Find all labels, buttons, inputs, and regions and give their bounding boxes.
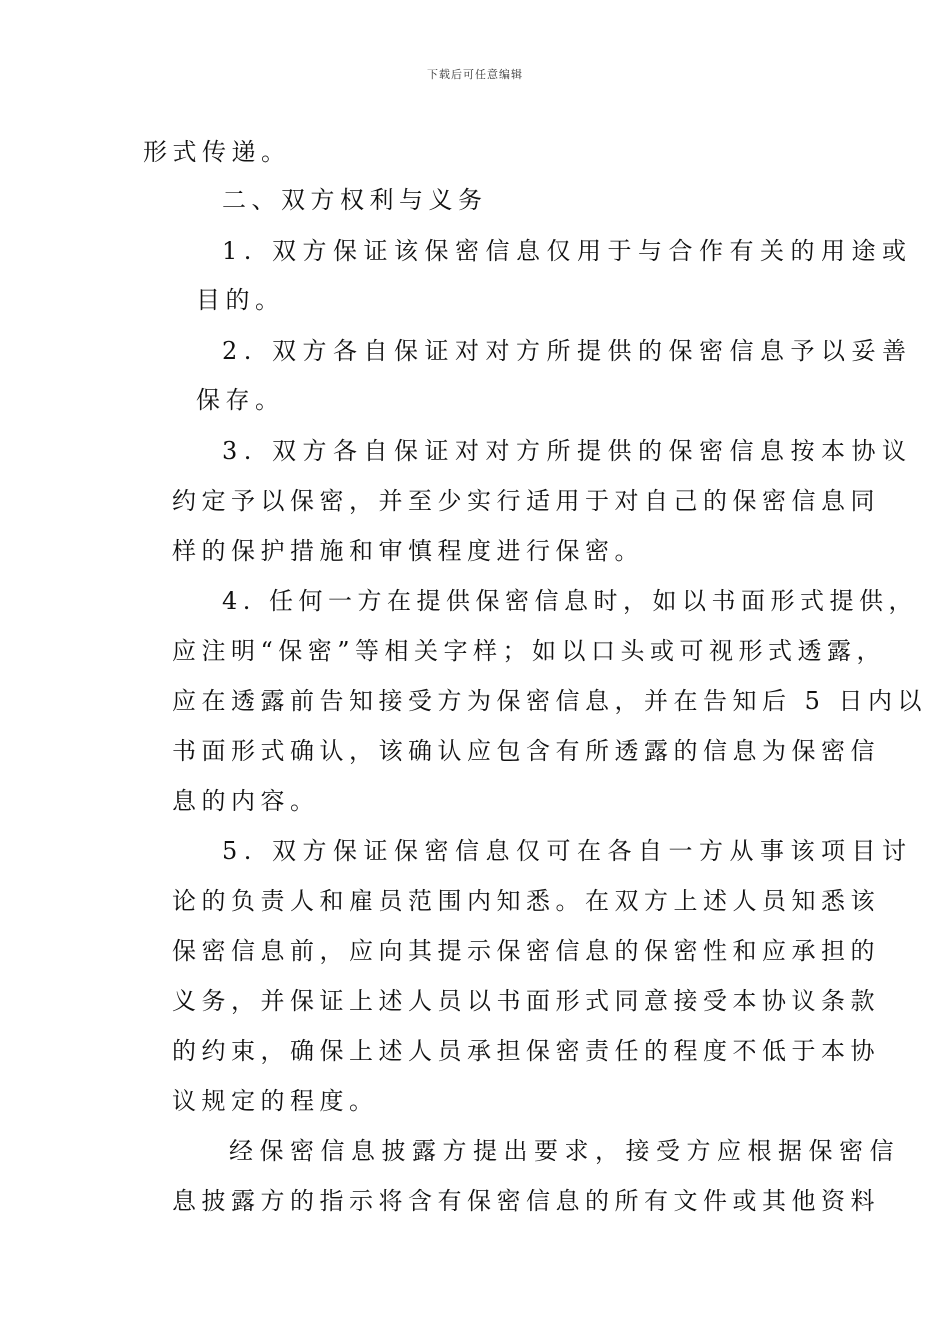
text-line: 应注明“保密”等相关字样；如以口头或可视形式透露，: [172, 637, 887, 665]
text-line: 5. 双方保证保密信息仅可在各自一方从事该项目讨: [222, 837, 913, 865]
page-header-note: 下载后可任意编辑: [427, 68, 523, 81]
text-line: 目的。: [196, 286, 285, 314]
text-line: 义务，并保证上述人员以书面形式同意接受本协议条款: [172, 987, 880, 1015]
text-line: 的约束，确保上述人员承担保密责任的程度不低于本协: [172, 1037, 880, 1065]
text-line: 息披露方的指示将含有保密信息的所有文件或其他资料: [172, 1187, 880, 1215]
text-line: 书面形式确认，该确认应包含有所透露的信息为保密信: [172, 737, 880, 765]
section-heading: 二、双方权利与义务: [222, 186, 488, 214]
text-line: 约定予以保密，并至少实行适用于对自己的保密信息同: [172, 487, 880, 515]
text-line: 形式传递。: [143, 138, 291, 166]
text-line: 经保密信息披露方提出要求，接受方应根据保密信: [229, 1137, 900, 1165]
text-line: 应在透露前告知接受方为保密信息，并在告知后 5 日内以: [172, 687, 928, 715]
text-line: 论的负责人和雇员范围内知悉。在双方上述人员知悉该: [172, 887, 880, 915]
text-line: 议规定的程度。: [172, 1087, 379, 1115]
text-line: 4. 任何一方在提供保密信息时，如以书面形式提供，: [222, 587, 919, 615]
text-line: 保密信息前，应向其提示保密信息的保密性和应承担的: [172, 937, 880, 965]
text-line: 2. 双方各自保证对对方所提供的保密信息予以妥善: [222, 337, 913, 365]
text-line: 1. 双方保证该保密信息仅用于与合作有关的用途或: [222, 237, 913, 265]
text-line: 样的保护措施和审慎程度进行保密。: [172, 537, 644, 565]
text-line: 保存。: [196, 386, 285, 414]
text-line: 3. 双方各自保证对对方所提供的保密信息按本协议: [222, 437, 913, 465]
text-line: 息的内容。: [172, 787, 320, 815]
